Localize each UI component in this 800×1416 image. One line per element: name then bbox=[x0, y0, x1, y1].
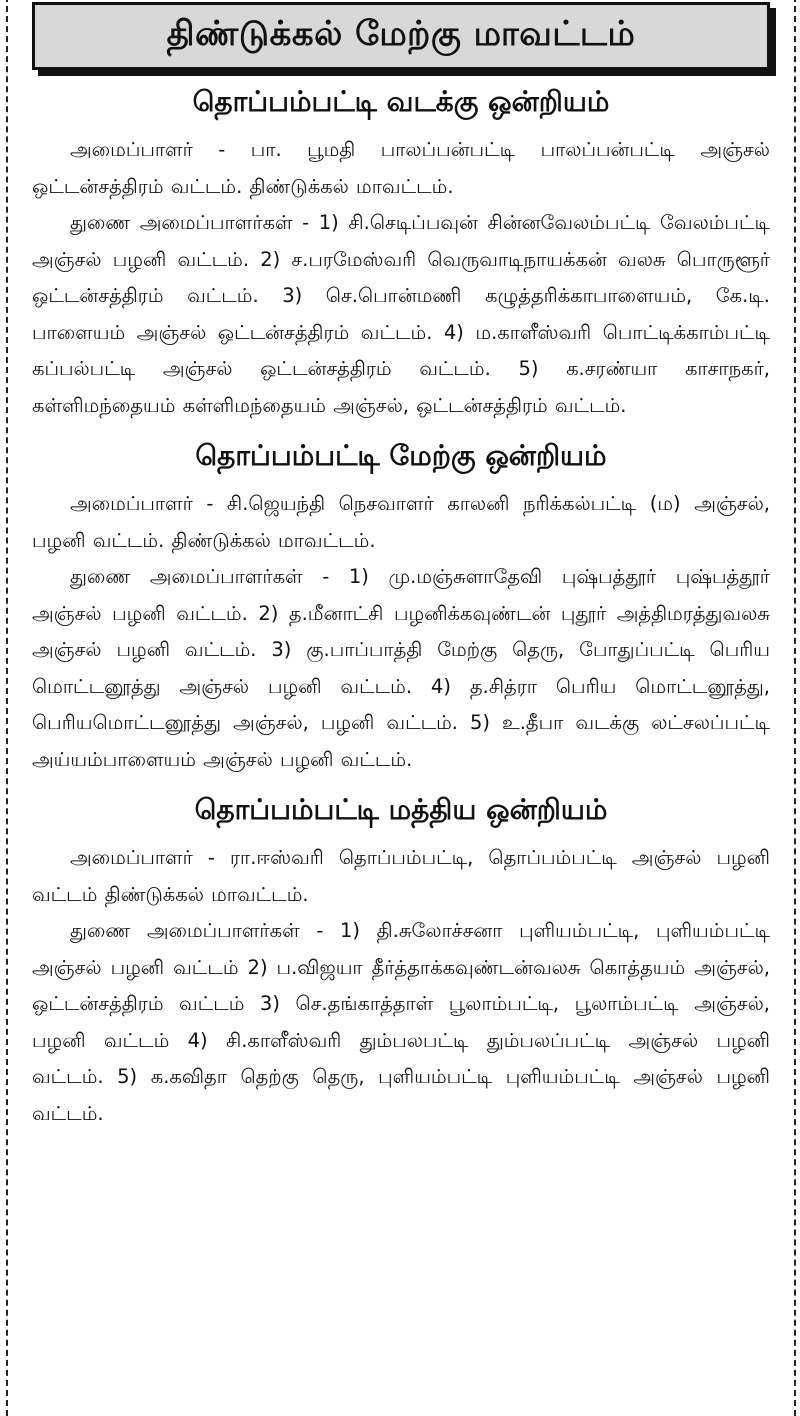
deputies-paragraph: துணை அமைப்பாளர்கள் - 1) சி.செடிப்பவுன் சின்னவேலம்பட்டி வேலம்பட்டி அஞ்சல் பழனி வட்டம். 2) ச.பரமேஸ்வரி வெருவாடிநாயக்கன் வலசு பொருளூர் ஒட்டன்சத்திரம் வட்டம். 3) செ.பொன்மணி கழுத்தரிக்காபாளையம், கே.டி. பாளையம் அஞ்சல் ஒட்டன்சத்திரம் வட்டம். 4) ம.காளீஸ்வரி பொட்டிக்காம்பட்டி கப்பல்பட்டி அஞ்சல் ஒட்டன்சத்திரம் வட்டம். 5) க.சரண்யா காசாநகர், கள்ளிமந்தையம் கள்ளிமந்தையம் அஞ்சல், ஒட்டன்சத்திரம் வட்டம். bbox=[32, 211, 770, 417]
section-north-union bbox=[32, 78, 770, 424]
section-west-union bbox=[32, 432, 770, 778]
organizer-paragraph: அமைப்பாளர் - ரா.ஈஸ்வரி தொப்பம்பட்டி, தொப்பம்பட்டி அஞ்சல் பழனி வட்டம் திண்டுக்கல் மாவட்டம். bbox=[32, 846, 770, 906]
district-title: திண்டுக்கல் மேற்கு மாவட்டம் bbox=[166, 14, 636, 54]
organizer-paragraph: அமைப்பாளர் - சி.ஜெயந்தி நெசவாளர் காலனி நரிக்கல்பட்டி (ம) அஞ்சல், பழனி வட்டம். திண்டுக்கல் மாவட்டம். bbox=[32, 492, 770, 552]
article-body bbox=[32, 78, 770, 1132]
section-central-union bbox=[32, 786, 770, 1132]
section-heading: தொப்பம்பட்டி மேற்கு ஒன்றியம் bbox=[195, 439, 607, 472]
deputies-paragraph: துணை அமைப்பாளர்கள் - 1) மு.மஞ்சுளாதேவி புஷ்பத்தூர் புஷ்பத்தூர் அஞ்சல் பழனி வட்டம். 2) த.மீனாட்சி பழனிக்கவுண்டன் புதூர் அத்திமரத்துவலசு அஞ்சல் பழனி வட்டம். 3) கு.பாப்பாத்தி மேற்கு தெரு, போதுப்பட்டி பெரிய மொட்டனூத்து அஞ்சல் பழனி வட்டம். 4) த.சித்ரா பெரிய மொட்டனூத்து, பெரியமொட்டனூத்து அஞ்சல், பழனி வட்டம். 5) உ.தீபா வடக்கு லட்சலப்பட்டி அய்யம்பாளையம் அஞ்சல் பழனி வட்டம். bbox=[32, 565, 770, 771]
district-title-box bbox=[32, 2, 770, 70]
organizer-paragraph: அமைப்பாளர் - பா. பூமதி பாலப்பன்பட்டி பாலப்பன்பட்டி அஞ்சல் ஒட்டன்சத்திரம் வட்டம். திண்டுக்கல் மாவட்டம். bbox=[32, 138, 770, 198]
section-heading: தொப்பம்பட்டி மத்திய ஒன்றியம் bbox=[194, 793, 608, 826]
section-heading: தொப்பம்பட்டி வடக்கு ஒன்றியம் bbox=[192, 85, 610, 118]
deputies-paragraph: துணை அமைப்பாளர்கள் - 1) தி.சுலோச்சனா புளியம்பட்டி, புளியம்பட்டி அஞ்சல் பழனி வட்டம் 2) ப.விஜயா தீர்த்தாக்கவுண்டன்வலசு கொத்தயம் அஞ்சல், ஒட்டன்சத்திரம் வட்டம் 3) செ.தங்காத்தாள் பூலாம்பட்டி, பூலாம்பட்டி அஞ்சல், பழனி வட்டம் 4) சி.காளீஸ்வரி தும்பலபட்டி தும்பலப்பட்டி அஞ்சல் பழனி வட்டம். 5) க.கவிதா தெற்கு தெரு, புளியம்பட்டி புளியம்பட்டி அஞ்சல் பழனி வட்டம். bbox=[32, 919, 770, 1125]
